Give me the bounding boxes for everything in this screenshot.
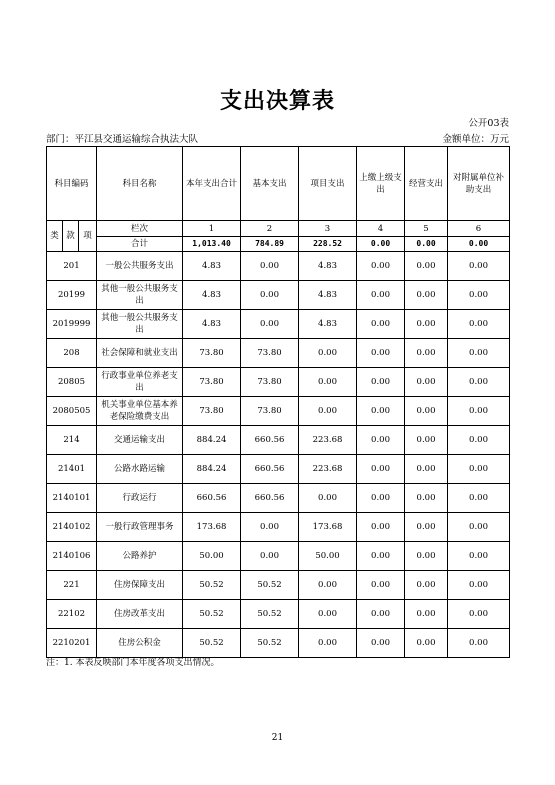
row-name: 住房改革支出 <box>97 600 183 629</box>
row-value: 0.00 <box>405 571 448 600</box>
row-code: 2080505 <box>47 397 97 426</box>
row-value: 0.00 <box>405 426 448 455</box>
row-value: 0.00 <box>405 455 448 484</box>
row-value: 0.00 <box>448 600 510 629</box>
row-name: 行政运行 <box>97 484 183 513</box>
column-number: 2 <box>241 221 299 237</box>
row-value: 50.52 <box>183 571 241 600</box>
row-value: 0.00 <box>448 252 510 281</box>
row-value: 0.00 <box>448 310 510 339</box>
row-code: 208 <box>47 339 97 368</box>
header-xiang: 项 <box>79 221 97 252</box>
total-value: 0.00 <box>405 237 448 252</box>
row-value: 0.00 <box>448 426 510 455</box>
row-value: 0.00 <box>448 397 510 426</box>
table-row <box>47 484 510 513</box>
total-value: 0.00 <box>448 237 510 252</box>
row-value: 0.00 <box>357 397 405 426</box>
row-name: 其他一般公共服务支出 <box>97 281 183 310</box>
row-value: 0.00 <box>241 542 299 571</box>
table-row <box>47 571 510 600</box>
table-row <box>47 310 510 339</box>
row-code: 2019999 <box>47 310 97 339</box>
row-value: 73.80 <box>183 368 241 397</box>
row-value: 4.83 <box>299 281 357 310</box>
row-value: 73.80 <box>241 339 299 368</box>
row-value: 0.00 <box>357 252 405 281</box>
row-value: 0.00 <box>448 629 510 658</box>
row-value: 0.00 <box>448 542 510 571</box>
row-value: 4.83 <box>183 252 241 281</box>
column-number: 6 <box>448 221 510 237</box>
row-value: 0.00 <box>405 252 448 281</box>
header-lei: 类 <box>47 221 63 252</box>
row-value: 4.83 <box>299 252 357 281</box>
total-label: 合计 <box>97 237 183 252</box>
row-code: 2140106 <box>47 542 97 571</box>
row-value: 73.80 <box>183 339 241 368</box>
row-value: 50.52 <box>183 629 241 658</box>
row-value: 4.83 <box>183 310 241 339</box>
header-total: 本年支出合计 <box>183 147 241 221</box>
row-value: 0.00 <box>405 339 448 368</box>
row-value: 660.56 <box>183 484 241 513</box>
row-code: 20805 <box>47 368 97 397</box>
row-value: 50.00 <box>299 542 357 571</box>
table-row <box>47 397 510 426</box>
row-value: 0.00 <box>299 629 357 658</box>
row-name: 行政事业单位养老支出 <box>97 368 183 397</box>
column-number: 1 <box>183 221 241 237</box>
page-title: 支出决算表 <box>219 89 335 114</box>
row-value: 0.00 <box>299 571 357 600</box>
header-code: 科目编码 <box>47 147 97 221</box>
row-value: 0.00 <box>448 571 510 600</box>
header-operating: 经营支出 <box>405 147 448 221</box>
row-value: 0.00 <box>299 600 357 629</box>
row-code: 221 <box>47 571 97 600</box>
header-kuan: 款 <box>63 221 79 252</box>
row-value: 0.00 <box>357 542 405 571</box>
row-value: 0.00 <box>241 513 299 542</box>
table-row <box>47 542 510 571</box>
row-name: 一般公共服务支出 <box>97 252 183 281</box>
row-value: 0.00 <box>405 310 448 339</box>
row-value: 0.00 <box>448 513 510 542</box>
row-value: 0.00 <box>448 281 510 310</box>
table-row <box>47 629 510 658</box>
row-code: 201 <box>47 252 97 281</box>
row-code: 2210201 <box>47 629 97 658</box>
row-code: 214 <box>47 426 97 455</box>
row-value: 50.52 <box>241 600 299 629</box>
header-upper: 上缴上级支出 <box>357 147 405 221</box>
row-name: 住房公积金 <box>97 629 183 658</box>
total-value: 1,013.40 <box>183 237 241 252</box>
row-value: 0.00 <box>357 426 405 455</box>
header-project: 项目支出 <box>299 147 357 221</box>
header-row <box>47 147 510 221</box>
row-name: 其他一般公共服务支出 <box>97 310 183 339</box>
row-value: 0.00 <box>241 252 299 281</box>
row-value: 0.00 <box>405 513 448 542</box>
table-row <box>47 426 510 455</box>
row-value: 0.00 <box>357 484 405 513</box>
column-index-label: 栏次 <box>97 221 183 237</box>
total-value: 784.89 <box>241 237 299 252</box>
column-number: 5 <box>405 221 448 237</box>
row-value: 0.00 <box>448 484 510 513</box>
row-value: 173.68 <box>299 513 357 542</box>
row-code: 22102 <box>47 600 97 629</box>
row-value: 0.00 <box>448 368 510 397</box>
row-value: 0.00 <box>357 281 405 310</box>
table-row <box>47 281 510 310</box>
row-code: 2140102 <box>47 513 97 542</box>
total-value: 0.00 <box>357 237 405 252</box>
row-name: 机关事业单位基本养老保险缴费支出 <box>97 397 183 426</box>
column-index-row <box>47 221 510 237</box>
row-value: 884.24 <box>183 426 241 455</box>
row-value: 50.52 <box>241 571 299 600</box>
row-value: 0.00 <box>405 542 448 571</box>
row-value: 660.56 <box>241 426 299 455</box>
row-value: 0.00 <box>357 455 405 484</box>
row-value: 73.80 <box>241 397 299 426</box>
row-name: 公路水路运输 <box>97 455 183 484</box>
row-value: 50.00 <box>183 542 241 571</box>
row-value: 0.00 <box>405 629 448 658</box>
row-value: 73.80 <box>241 368 299 397</box>
expenditure-table <box>46 146 510 658</box>
row-value: 0.00 <box>299 368 357 397</box>
row-value: 660.56 <box>241 484 299 513</box>
row-name: 住房保障支出 <box>97 571 183 600</box>
row-value: 660.56 <box>241 455 299 484</box>
column-number: 4 <box>357 221 405 237</box>
row-value: 0.00 <box>299 339 357 368</box>
table-row <box>47 368 510 397</box>
row-value: 4.83 <box>299 310 357 339</box>
row-code: 2140101 <box>47 484 97 513</box>
header-basic: 基本支出 <box>241 147 299 221</box>
row-value: 0.00 <box>357 600 405 629</box>
row-value: 0.00 <box>299 484 357 513</box>
row-name: 公路养护 <box>97 542 183 571</box>
row-value: 0.00 <box>357 513 405 542</box>
row-value: 50.52 <box>183 600 241 629</box>
row-value: 0.00 <box>448 339 510 368</box>
form-number: 公开03表 <box>468 118 509 129</box>
page-number: 21 <box>271 733 284 743</box>
row-value: 0.00 <box>357 310 405 339</box>
row-value: 0.00 <box>448 455 510 484</box>
row-value: 0.00 <box>405 600 448 629</box>
row-value: 173.68 <box>183 513 241 542</box>
row-value: 0.00 <box>241 281 299 310</box>
row-value: 0.00 <box>405 368 448 397</box>
row-value: 0.00 <box>299 397 357 426</box>
row-value: 0.00 <box>357 368 405 397</box>
department-label: 部门：平江县交通运输综合执法大队 <box>46 134 199 145</box>
row-value: 0.00 <box>357 339 405 368</box>
row-value: 884.24 <box>183 455 241 484</box>
table-row <box>47 252 510 281</box>
table-row <box>47 455 510 484</box>
column-number: 3 <box>299 221 357 237</box>
amount-unit-label: 金额单位：万元 <box>442 134 509 145</box>
table-row <box>47 600 510 629</box>
row-value: 223.68 <box>299 455 357 484</box>
row-value: 50.52 <box>241 629 299 658</box>
table-row <box>47 513 510 542</box>
total-row <box>47 237 510 252</box>
row-name: 一般行政管理事务 <box>97 513 183 542</box>
row-name: 交通运输支出 <box>97 426 183 455</box>
row-code: 21401 <box>47 455 97 484</box>
row-value: 223.68 <box>299 426 357 455</box>
table-row <box>47 339 510 368</box>
row-name: 社会保障和就业支出 <box>97 339 183 368</box>
row-value: 0.00 <box>357 571 405 600</box>
row-value: 4.83 <box>183 281 241 310</box>
total-value: 228.52 <box>299 237 357 252</box>
row-value: 0.00 <box>405 397 448 426</box>
header-name: 科目名称 <box>97 147 183 221</box>
row-value: 0.00 <box>357 629 405 658</box>
header-subsidy: 对附属单位补助支出 <box>448 147 510 221</box>
row-value: 0.00 <box>405 484 448 513</box>
footnote: 注：1. 本表反映部门本年度各项支出情况。 <box>46 658 220 668</box>
row-value: 73.80 <box>183 397 241 426</box>
row-value: 0.00 <box>405 281 448 310</box>
row-code: 20199 <box>47 281 97 310</box>
row-value: 0.00 <box>241 310 299 339</box>
